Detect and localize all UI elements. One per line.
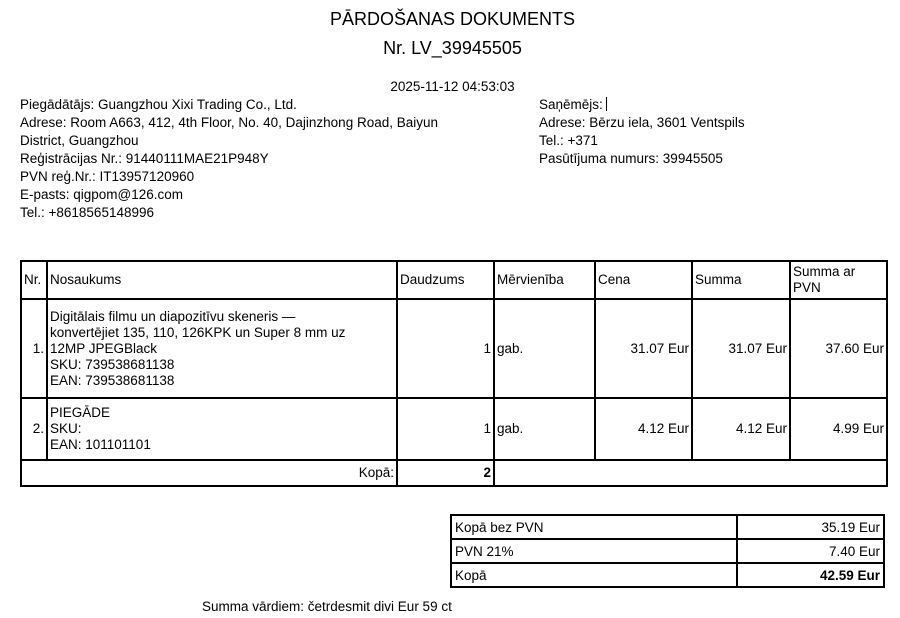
header-sum-vat: Summa ar PVN [790,261,887,299]
summary-total-value: 42.59 Eur [737,563,884,587]
total-label: Kopā: [21,460,397,486]
row-name-line: PIEGĀDE [50,405,111,420]
summary-row-net [451,515,884,539]
supplier-name: Piegādātājs: Guangzhou Xixi Trading Co., Ltd. [20,97,297,112]
summary-vat-value: 7.40 Eur [737,539,884,563]
supplier-vat-no: PVN reģ.Nr.: IT13957120960 [20,169,195,184]
receiver-line [539,96,879,114]
header-nr: Nr. [21,261,47,299]
row-name [47,398,397,460]
summary-net-label: Kopā bez PVN [451,515,737,539]
header-qty: Daudzums [397,261,494,299]
row-price: 31.07 Eur [595,299,692,398]
summary-total-label: Kopā [451,563,737,587]
supplier-email: E-pasts: qigpom@126.com [20,187,184,202]
row-qty: 1 [397,398,494,460]
header-price: Cena [595,261,692,299]
table-total-row [21,460,887,486]
table-row [21,398,887,460]
row-sku: SKU: [50,421,82,436]
row-sku: SKU: 739538681138 [50,356,175,372]
document-number: Nr. LV_39945505 [383,38,522,58]
supplier-address-line1: Adrese: Room A663, 412, 4th Floor, No. 40, Dajinzhong Road, Baiyun [20,115,439,130]
header-name: Nosaukums [47,261,397,299]
supplier-reg-no: Reģistrācijas Nr.: 91440111MAE21P948Y [20,151,269,166]
row-sum: 31.07 Eur [692,299,790,398]
summary-vat-label: PVN 21% [451,539,737,563]
header-sum: Summa [692,261,790,299]
buyer-info [539,96,879,168]
supplier-phone: Tel.: +8618565148996 [20,205,154,220]
row-sum-vat: 37.60 Eur [790,299,887,398]
row-qty: 1 [397,299,494,398]
row-sum: 4.12 Eur [692,398,790,460]
receiver-phone: Tel.: +371 [539,133,598,148]
summary-row-vat [451,539,884,563]
supplier-address-line2: District, Guangzhou [20,133,139,148]
summary-net-value: 35.19 Eur [737,515,884,539]
summary-table [450,514,885,588]
row-nr: 2. [21,398,47,460]
row-ean: EAN: 101101101 [50,437,151,452]
header-unit: Mērvienība [494,261,595,299]
row-name-line: 12MP JPEGBlack [50,340,158,356]
total-qty: 2 [397,460,494,486]
total-empty [494,460,887,486]
document-title: PĀRDOŠANAS DOKUMENTS [329,9,576,29]
row-unit: gab. [494,398,595,460]
text-cursor [606,97,607,111]
summary-row-total [451,563,884,587]
receiver-label: Saņēmējs: [539,97,603,112]
items-table [20,260,888,487]
order-number: Pasūtījuma numurs: 39945505 [539,151,723,166]
row-name [47,299,397,398]
row-price: 4.12 Eur [595,398,692,460]
row-name-line: konvertējiet 135, 110, 126KPK un Super 8 mm uz [50,324,346,340]
amount-in-words: Summa vārdiem: četrdesmit divi Eur 59 ct [202,599,452,614]
row-unit: gab. [494,299,595,398]
seller-info [20,96,510,222]
receiver-address: Adrese: Bērzu iela, 3601 Ventspils [539,115,745,130]
table-header-row [21,261,887,299]
row-sum-vat: 4.99 Eur [790,398,887,460]
table-row [21,299,887,398]
row-ean: EAN: 739538681138 [50,372,175,388]
row-name-line: Digitālais filmu un diapozitīvu skeneris — [50,308,296,324]
row-nr: 1. [21,299,47,398]
document-datetime: 2025-11-12 04:53:03 [390,79,515,94]
